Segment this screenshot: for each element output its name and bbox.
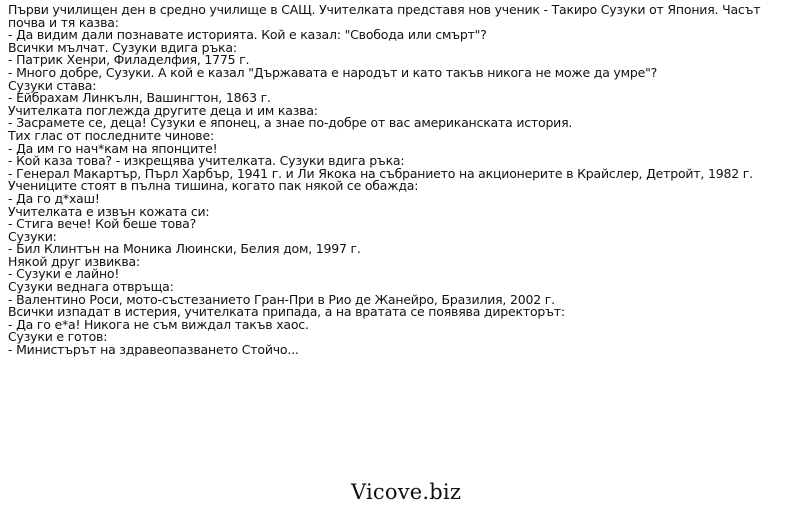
joke-line: Учениците стоят в пълна тишина, когато пак някой се обажда:: [8, 178, 419, 194]
joke-line: - Да го д*хаш!: [8, 190, 100, 206]
joke-line: - Кой каза това? - изкрещява учителката. Сузуки вдига ръка:: [8, 153, 405, 169]
joke-line: - Да го е*а! Никога не съм виждал такъв хаос.: [8, 316, 309, 332]
joke-line: Учителката поглежда другите деца и им казва:: [8, 102, 318, 118]
joke-line: - Бил Клинтън на Моника Люински, Белия дом, 1997 г.: [8, 241, 361, 257]
joke-line: - Министърът на здравеопазването Стойчо...: [8, 342, 299, 358]
joke-line: Някой друг извиква:: [8, 253, 140, 269]
joke-text: [8, 4, 798, 357]
joke-line: - Много добре, Сузуки. А кой е казал "Държавата е народът и като такъв никога не може да умре"?: [8, 64, 658, 80]
joke-line: - Валентино Роси, мото-състезанието Гран-При в Рио де Жанейро, Бразилия, 2002 г.: [8, 291, 555, 307]
joke-line: Всички изпадат в истерия, учителката припада, а на вратата се появява директорът:: [8, 304, 565, 320]
joke-line: - Генерал Макартър, Пърл Харбър, 1941 г. и Ли Якока на събранието на акционерите в Крайслер, Детройт, 1982 г.: [8, 165, 753, 181]
joke-line: Сузуки:: [8, 228, 57, 244]
joke-line: Всички мълчат. Сузуки вдига ръка:: [8, 39, 237, 55]
joke-line: - Засрамете се, деца! Сузуки е японец, а знае по-добре от вас американската история.: [8, 115, 573, 131]
joke-line: Първи училищен ден в средно училище в САЩ. Учителката представя нов ученик - Такиро Сузуки от Япония. Часът почва и тя казва:: [8, 2, 765, 30]
joke-line: - Стига вече! Кой беше това?: [8, 216, 197, 232]
joke-line: Сузуки става:: [8, 77, 97, 93]
joke-line: Сузуки веднага отвръща:: [8, 279, 174, 295]
joke-line: - Ейбрахам Линкълн, Вашингтон, 1863 г.: [8, 90, 271, 106]
joke-line: - Патрик Хенри, Филаделфия, 1775 г.: [8, 52, 250, 68]
joke-line: - Да видим дали познавате историята. Кой е казал: "Свобода или смърт"?: [8, 27, 487, 43]
joke-line: Сузуки е готов:: [8, 329, 108, 345]
joke-line: Тих глас от последните чинове:: [8, 127, 214, 143]
joke-line: - Сузуки е лайно!: [8, 266, 120, 282]
joke-line: - Да им го нач*кам на японците!: [8, 140, 218, 156]
joke-line: Учителката е извън кожата си:: [8, 203, 210, 219]
site-watermark: Vicove.biz: [351, 480, 462, 504]
